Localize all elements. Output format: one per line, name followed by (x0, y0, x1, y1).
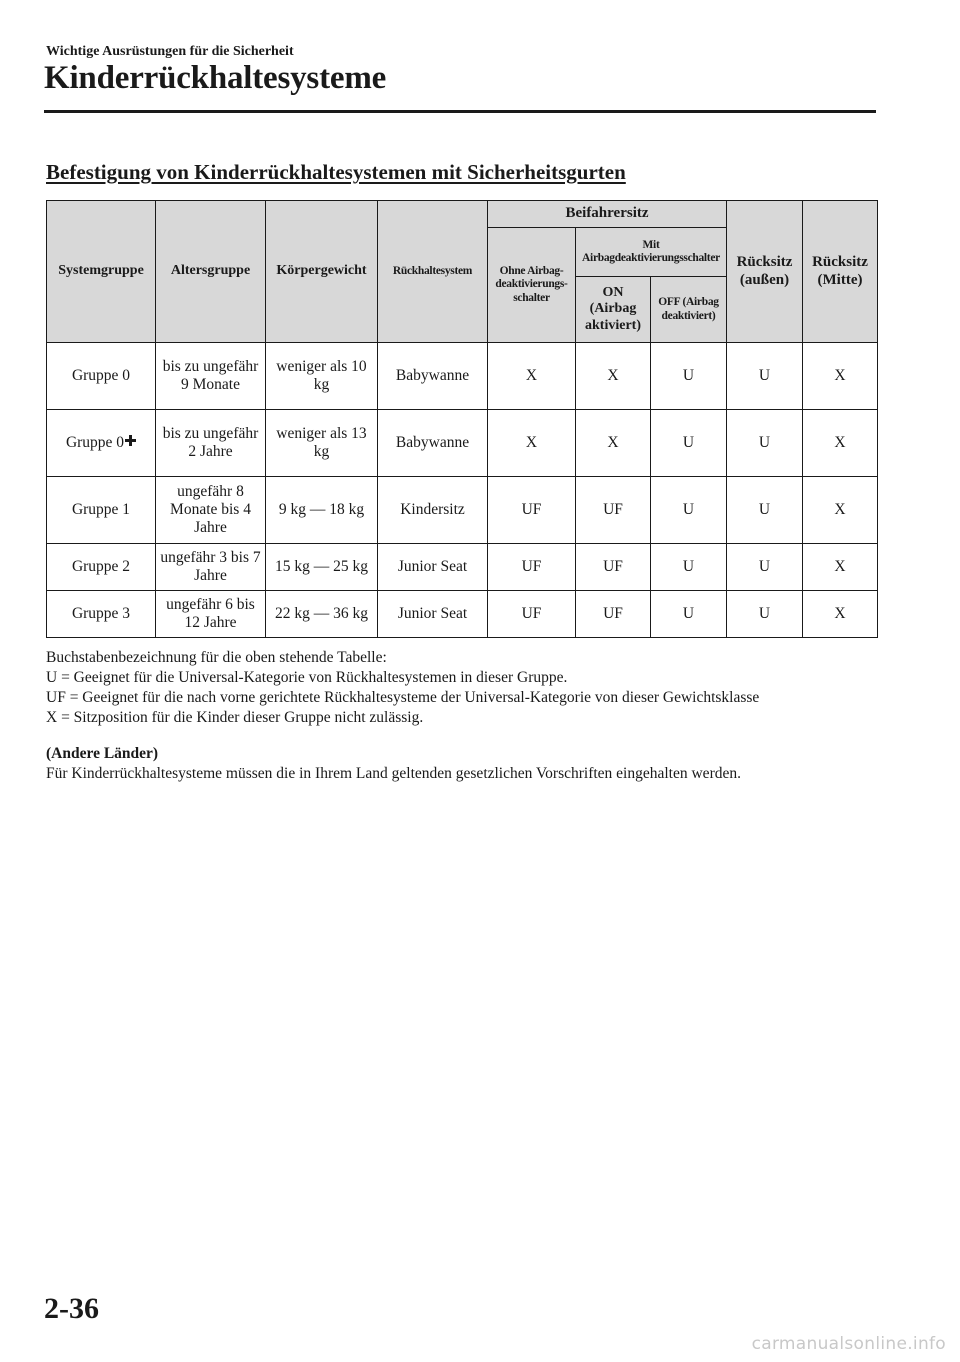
cell-airbag-on: X (576, 410, 651, 477)
cell-gruppe (47, 544, 156, 591)
table-row (47, 544, 878, 591)
cell-gewicht: 15 kg — 25 kg (266, 544, 378, 591)
cell-ohne-airbagschalter: X (488, 410, 576, 477)
cell-system: Kindersitz (378, 477, 488, 544)
header-beifahrersitz: Beifahrersitz (488, 201, 727, 228)
cell-airbag-on: UF (576, 544, 651, 591)
legend-x: X = Sitzposition für die Kinder dieser Gruppe nicht zulässig. (46, 709, 424, 726)
cell-ohne-airbagschalter: UF (488, 477, 576, 544)
gruppe-label: Gruppe 2 (71, 558, 131, 576)
cell-gewicht: weniger als 13 kg (266, 410, 378, 477)
cell-ruecksitz-mitte: X (803, 591, 878, 638)
cell-ruecksitz-aussen: U (727, 410, 803, 477)
cell-airbag-on: X (576, 343, 651, 410)
cell-system: Babywanne (378, 410, 488, 477)
cell-ruecksitz-aussen: U (727, 544, 803, 591)
cell-alter: bis zu ungefähr 9 Monate (156, 343, 266, 410)
chapter-title: Kinderrückhaltesysteme (44, 60, 387, 96)
cell-airbag-off: U (651, 343, 727, 410)
cell-ruecksitz-aussen: U (727, 477, 803, 544)
header-altersgruppe: Altersgruppe (156, 201, 266, 343)
cell-gruppe (47, 591, 156, 638)
other-countries-note (46, 744, 886, 784)
cell-airbag-off: U (651, 410, 727, 477)
cell-ruecksitz-aussen: U (727, 343, 803, 410)
header-ohne-airbagschalter: Ohne Airbag-deaktivierungs-schalter (488, 228, 576, 343)
gruppe-label: Gruppe 1 (71, 501, 131, 519)
cell-airbag-on: UF (576, 591, 651, 638)
cell-ohne-airbagschalter: UF (488, 591, 576, 638)
cell-alter: ungefähr 6 bis 12 Jahre (156, 591, 266, 638)
cell-ruecksitz-aussen: U (727, 591, 803, 638)
header-ruecksitz-mitte: Rücksitz (Mitte) (803, 201, 878, 343)
cell-gruppe (47, 410, 156, 477)
cell-ruecksitz-mitte: X (803, 477, 878, 544)
gruppe-label: Gruppe 3 (71, 605, 131, 623)
cell-alter: ungefähr 3 bis 7 Jahre (156, 544, 266, 591)
header-rueckhaltesystem: Rückhaltesystem (378, 201, 488, 343)
cell-system: Junior Seat (378, 591, 488, 638)
header-airbag-off: OFF (Airbag deaktiviert) (651, 277, 727, 343)
cell-airbag-off: U (651, 544, 727, 591)
section-subheading: Befestigung von Kinderrückhaltesystemen mit Sicherheitsgurten (46, 160, 626, 184)
child-seat-table (46, 200, 878, 638)
header-ruecksitz-aussen: Rücksitz (außen) (727, 201, 803, 343)
cell-ohne-airbagschalter: UF (488, 544, 576, 591)
cell-airbag-off: U (651, 477, 727, 544)
header-systemgruppe: Systemgruppe (47, 201, 156, 343)
other-countries-text: Für Kinderrückhaltesysteme müssen die in Ihrem Land geltenden gesetzlichen Vorschriften eingehalten werden. (46, 765, 741, 782)
cell-gewicht: 22 kg — 36 kg (266, 591, 378, 638)
section-label: Wichtige Ausrüstungen für die Sicherheit (46, 44, 294, 59)
cell-ohne-airbagschalter: X (488, 343, 576, 410)
table-row (47, 477, 878, 544)
cell-gruppe (47, 343, 156, 410)
gruppe-label: Gruppe 0 (71, 367, 131, 385)
plus-icon (125, 435, 136, 446)
chapter-divider (44, 110, 876, 113)
gruppe-label: Gruppe 0 (65, 434, 125, 452)
watermark: carmanualsonline.info (751, 1334, 946, 1354)
header-koerpergewicht: Körpergewicht (266, 201, 378, 343)
table-row (47, 410, 878, 477)
cell-ruecksitz-mitte: X (803, 410, 878, 477)
header-mit-airbagschalter: Mit Airbagdeaktivierungsschalter (576, 228, 727, 277)
cell-airbag-off: U (651, 591, 727, 638)
table-row (47, 343, 878, 410)
cell-gruppe (47, 477, 156, 544)
table-legend (46, 648, 886, 728)
cell-system: Junior Seat (378, 544, 488, 591)
table-row (47, 591, 878, 638)
cell-gewicht: weniger als 10 kg (266, 343, 378, 410)
header-airbag-on: ON (Airbag aktiviert) (576, 277, 651, 343)
cell-alter: ungefähr 8 Monate bis 4 Jahre (156, 477, 266, 544)
page-number: 2-36 (44, 1292, 99, 1325)
legend-intro: Buchstabenbezeichnung für die oben stehende Tabelle: (46, 649, 387, 666)
other-countries-title: (Andere Länder) (46, 745, 159, 762)
legend-u: U = Geeignet für die Universal-Kategorie von Rückhaltesystemen in dieser Gruppe. (46, 669, 568, 686)
legend-uf: UF = Geeignet für die nach vorne gerichtete Rückhaltesysteme der Universal-Kategorie von dieser Gewichtsklasse (46, 689, 760, 706)
cell-ruecksitz-mitte: X (803, 343, 878, 410)
cell-system: Babywanne (378, 343, 488, 410)
cell-gewicht: 9 kg — 18 kg (266, 477, 378, 544)
cell-airbag-on: UF (576, 477, 651, 544)
cell-alter: bis zu ungefähr 2 Jahre (156, 410, 266, 477)
cell-ruecksitz-mitte: X (803, 544, 878, 591)
